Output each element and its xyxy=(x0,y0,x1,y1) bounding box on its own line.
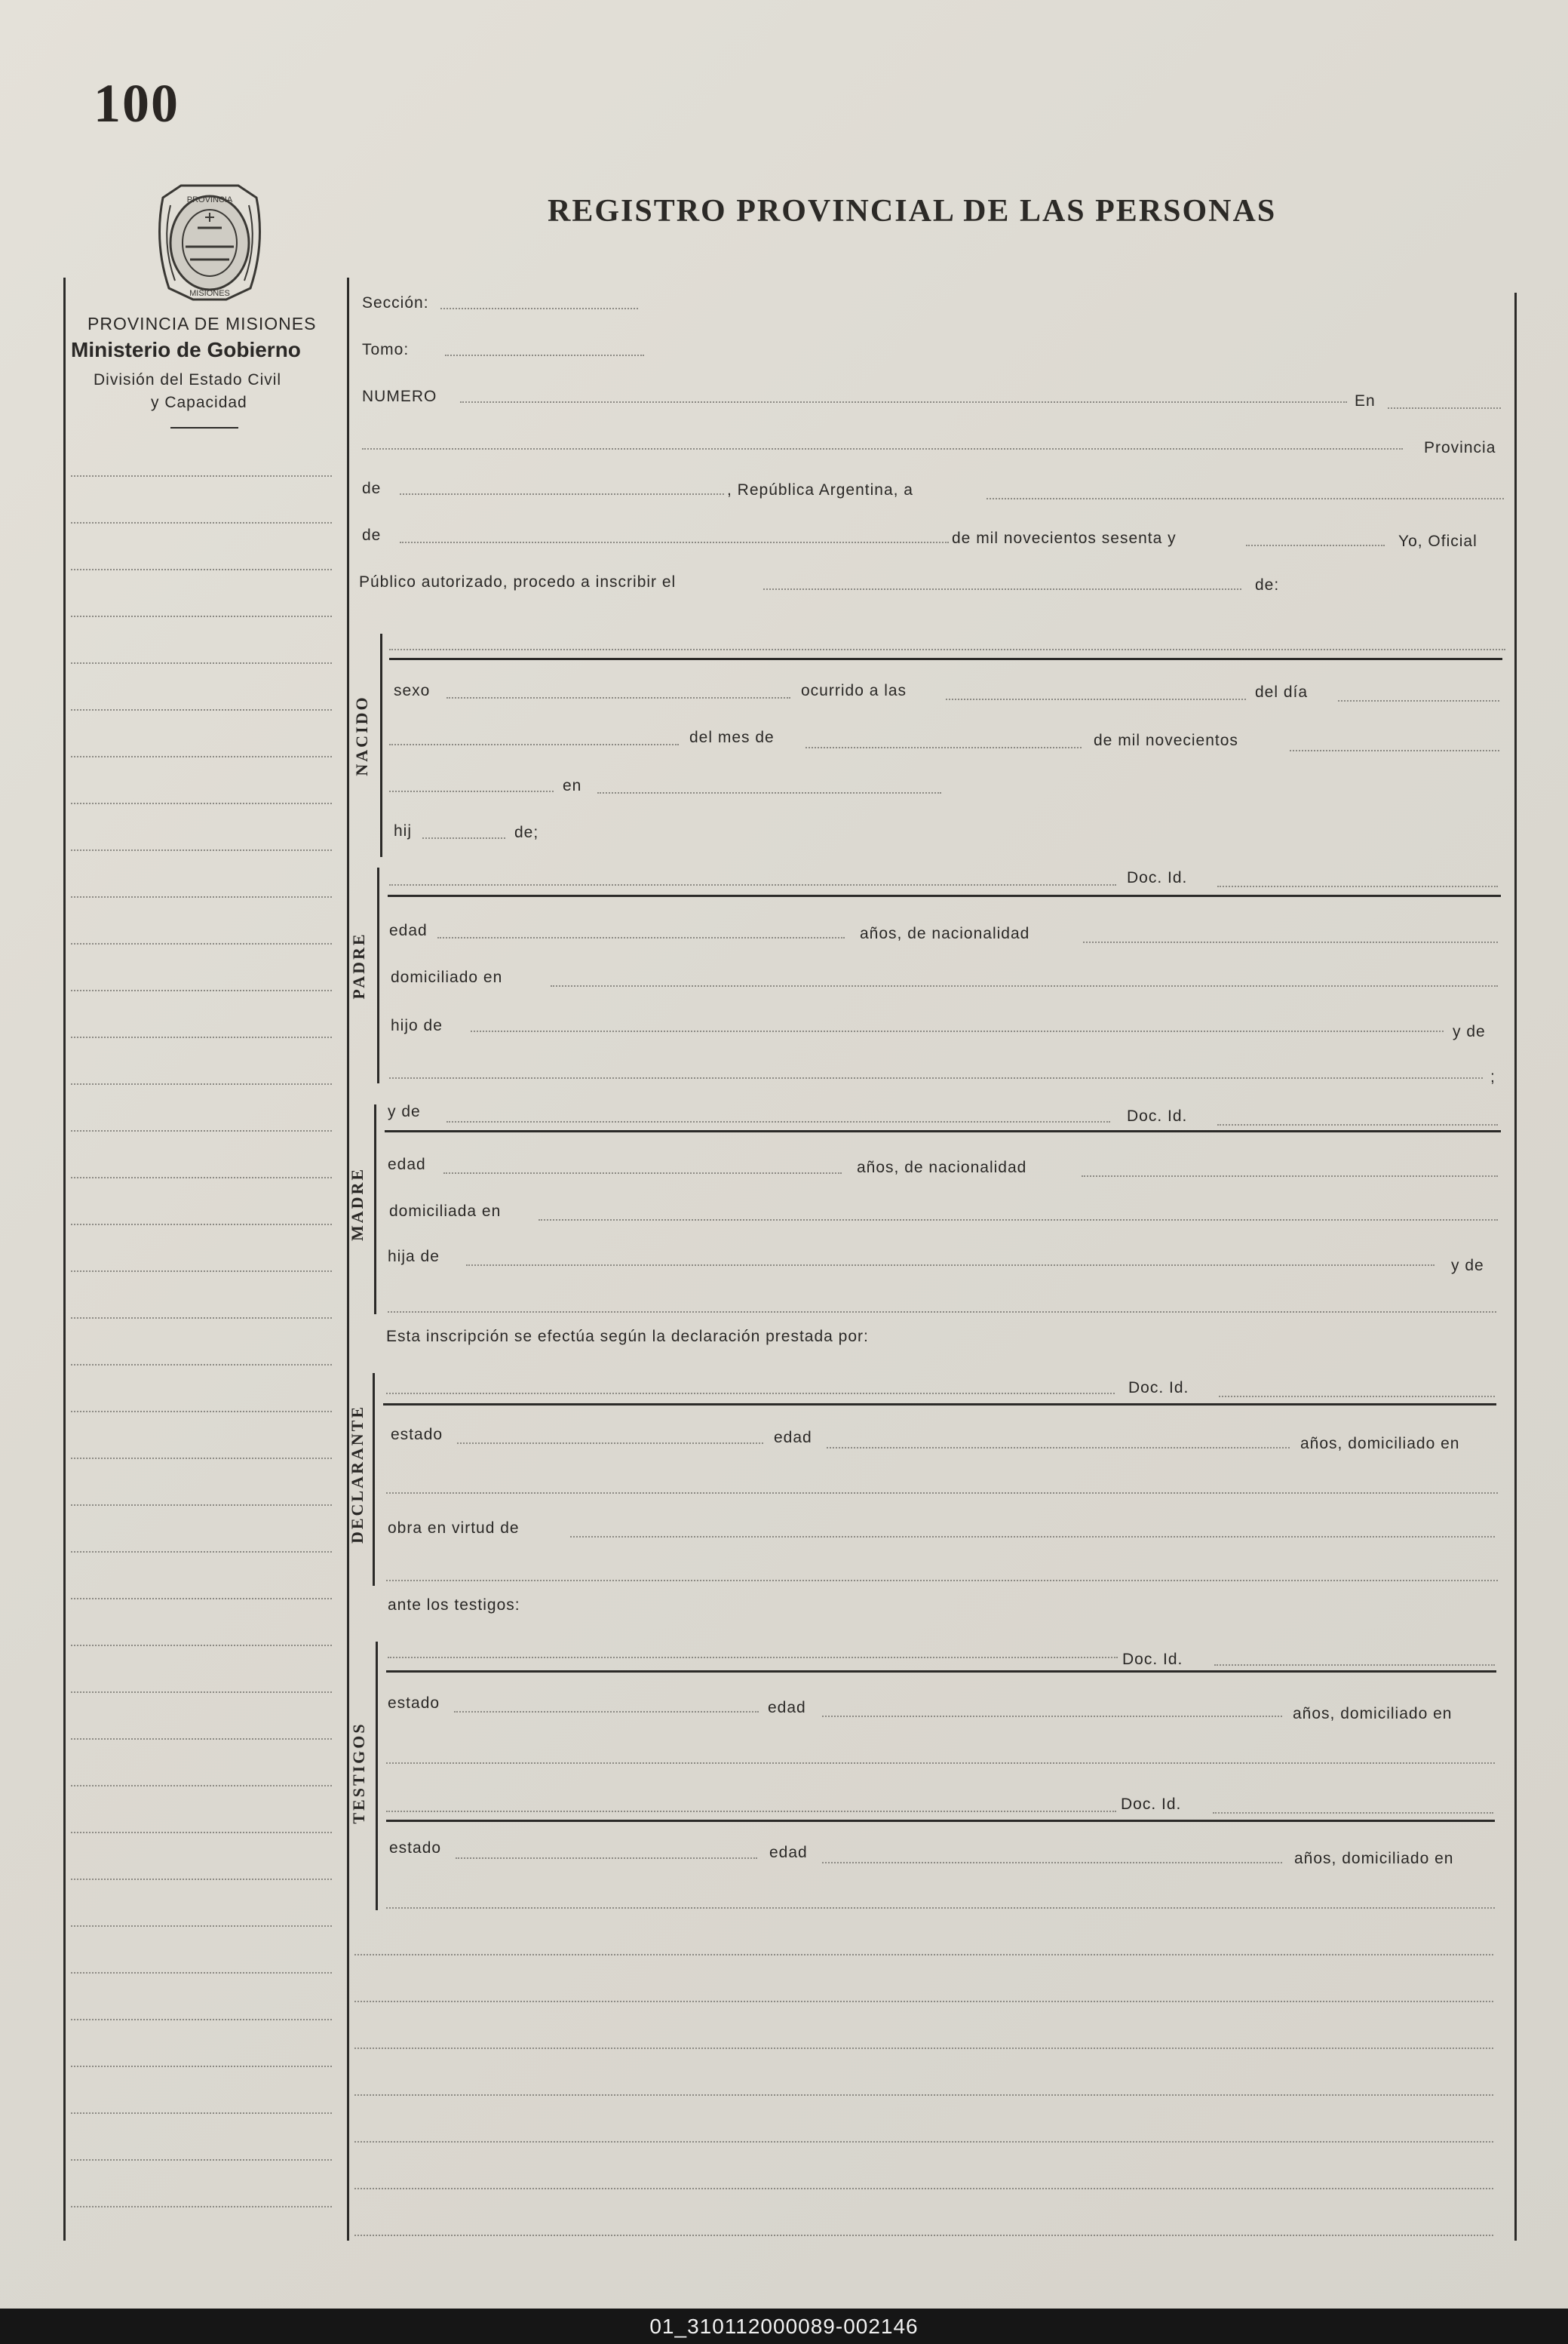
madre-anos-label: años, de nacionalidad xyxy=(857,1159,1027,1176)
testigo2-doc-field[interactable] xyxy=(1213,1812,1493,1814)
left-column-line[interactable] xyxy=(71,1270,332,1272)
padre-domicilio-label: domiciliado en xyxy=(391,969,503,986)
testigo2-name-field[interactable] xyxy=(386,1811,1116,1812)
left-column-line[interactable] xyxy=(71,662,332,664)
nac-ano-cont-field[interactable] xyxy=(389,791,554,792)
left-column-line[interactable] xyxy=(71,1364,332,1366)
madre-hija-de-field[interactable] xyxy=(466,1264,1435,1266)
testigo2-anos-label: años, domiciliado en xyxy=(1294,1850,1454,1867)
nac-en-label: en xyxy=(563,777,582,794)
testigo2-estado-label: estado xyxy=(389,1839,442,1857)
de-field-2[interactable] xyxy=(400,542,949,543)
left-column-line[interactable] xyxy=(71,896,332,898)
issuer-ministry: Ministerio de Gobierno xyxy=(71,338,301,361)
nacido-section-label: NACIDO xyxy=(352,695,371,776)
tomo-label: Tomo: xyxy=(362,341,410,358)
observaciones-line[interactable] xyxy=(354,2235,1493,2236)
padre-hijo-de-label: hijo de xyxy=(391,1017,443,1034)
padre-rule xyxy=(388,895,1501,897)
left-margin-line xyxy=(63,278,66,2241)
madre-domicilio-field[interactable] xyxy=(539,1219,1498,1221)
padre-anos-label: años, de nacionalidad xyxy=(860,925,1030,942)
madre-nacionalidad-field[interactable] xyxy=(1082,1175,1498,1177)
left-column-line[interactable] xyxy=(71,1598,332,1599)
testigo1-name-field[interactable] xyxy=(388,1657,1118,1658)
inscribir-field[interactable] xyxy=(763,588,1241,590)
testigo1-domicilio-field[interactable] xyxy=(386,1762,1495,1764)
ante-testigos-label: ante los testigos: xyxy=(388,1596,520,1614)
padre-edad-label: edad xyxy=(389,922,428,939)
padre-section-label: PADRE xyxy=(349,932,368,1000)
testigo2-edad-field[interactable] xyxy=(822,1862,1282,1863)
madre-section-label: MADRE xyxy=(348,1166,367,1242)
declarante-edad-field[interactable] xyxy=(827,1447,1290,1448)
declarante-rule xyxy=(383,1403,1496,1405)
de-mil-label: de mil novecientos xyxy=(1094,732,1238,749)
left-column-line[interactable] xyxy=(71,1645,332,1646)
madre-doc-label: Doc. Id. xyxy=(1127,1107,1188,1125)
testigo1-edad-label: edad xyxy=(768,1699,806,1716)
en-field[interactable] xyxy=(1388,407,1501,409)
numero-field[interactable] xyxy=(460,401,1347,403)
left-column-line[interactable] xyxy=(71,1738,332,1740)
tomo-field[interactable] xyxy=(445,355,644,356)
de-label-2: de xyxy=(362,527,382,544)
left-column-line[interactable] xyxy=(71,2206,332,2207)
declarante-obra-cont-field[interactable] xyxy=(386,1580,1498,1581)
testigo1-anos-label: años, domiciliado en xyxy=(1293,1705,1453,1722)
fecha-field[interactable] xyxy=(987,498,1504,499)
left-column-line[interactable] xyxy=(71,803,332,804)
left-column-line[interactable] xyxy=(71,849,332,851)
provincia-label: Provincia xyxy=(1424,439,1496,456)
left-column-line[interactable] xyxy=(71,709,332,711)
del-mes-label: del mes de xyxy=(689,729,775,746)
padre-madre-field[interactable] xyxy=(389,1077,1483,1079)
testigo1-rule xyxy=(386,1670,1496,1673)
observaciones-line[interactable] xyxy=(354,2001,1493,2002)
mes-field[interactable] xyxy=(805,747,1082,748)
form-title: REGISTRO PROVINCIAL DE LAS PERSONAS xyxy=(548,194,1277,229)
padre-nacionalidad-field[interactable] xyxy=(1083,942,1498,943)
republica-label: , República Argentina, a xyxy=(727,481,913,499)
testigo2-rule xyxy=(386,1820,1495,1822)
nac-ano-field[interactable] xyxy=(1290,750,1499,751)
left-column-line[interactable] xyxy=(71,569,332,570)
sexo-label: sexo xyxy=(394,682,431,699)
left-column-line[interactable] xyxy=(71,1925,332,1927)
declarante-edad-label: edad xyxy=(774,1429,812,1446)
left-column-line[interactable] xyxy=(71,1832,332,1833)
madre-rule xyxy=(385,1130,1501,1132)
declarante-name-field[interactable] xyxy=(386,1393,1115,1394)
madre-domicilio-label: domiciliada en xyxy=(389,1203,502,1220)
dia-field[interactable] xyxy=(1338,700,1499,702)
left-column-line[interactable] xyxy=(71,1785,332,1786)
left-column-line[interactable] xyxy=(71,1879,332,1880)
testigo2-edad-label: edad xyxy=(769,1844,808,1861)
observaciones-line[interactable] xyxy=(354,1954,1493,1955)
declarante-section-label: DECLARANTE xyxy=(348,1404,367,1544)
left-column-line[interactable] xyxy=(71,2112,332,2114)
left-column-line[interactable] xyxy=(71,1551,332,1553)
de-colon-label: de: xyxy=(1255,576,1280,594)
left-column-line[interactable] xyxy=(71,1130,332,1132)
left-column-line[interactable] xyxy=(71,1037,332,1038)
madre-hija-de-label: hija de xyxy=(388,1248,440,1265)
emblem-top-text: PROVINCIA xyxy=(186,195,233,204)
nacido-rule xyxy=(389,658,1502,660)
observaciones-line[interactable] xyxy=(354,2141,1493,2143)
left-column-line[interactable] xyxy=(71,1083,332,1085)
left-column-line[interactable] xyxy=(71,943,332,945)
issuer-rule xyxy=(170,427,238,429)
madre-edad-label: edad xyxy=(388,1156,426,1173)
left-column-line[interactable] xyxy=(71,1504,332,1506)
provincia-field[interactable] xyxy=(362,448,1403,450)
page-number: 100 xyxy=(94,73,180,134)
declaracion-intro: Esta inscripción se efectúa según la declaración prestada por: xyxy=(386,1328,869,1345)
declarante-estado-label: estado xyxy=(391,1426,443,1443)
left-column-line[interactable] xyxy=(71,1177,332,1178)
observaciones-line[interactable] xyxy=(354,2188,1493,2189)
madre-y-de-2-label: y de xyxy=(1451,1257,1484,1274)
issuer-capacity: y Capacidad xyxy=(151,394,247,411)
padre-edad-field[interactable] xyxy=(437,937,845,939)
declarante-obra-label: obra en virtud de xyxy=(388,1519,520,1537)
left-column-line[interactable] xyxy=(71,990,332,991)
left-column-line[interactable] xyxy=(71,1317,332,1319)
hora-field-line[interactable] xyxy=(946,699,1246,700)
testigo2-estado-field[interactable] xyxy=(456,1857,757,1859)
madre-padres-field[interactable] xyxy=(388,1311,1496,1313)
declarante-doc-field[interactable] xyxy=(1219,1396,1495,1397)
numero-label: NUMERO xyxy=(362,388,437,405)
padre-doc-label: Doc. Id. xyxy=(1127,869,1188,886)
nacido-bracket xyxy=(380,634,382,857)
ocurrido-label: ocurrido a las xyxy=(801,682,907,699)
padre-domicilio-field[interactable] xyxy=(551,985,1498,987)
right-border-line xyxy=(1514,293,1517,2241)
de-field-1[interactable] xyxy=(400,493,724,495)
testigo1-estado-label: estado xyxy=(388,1694,440,1712)
declarante-anos-label: años, domiciliado en xyxy=(1300,1435,1460,1452)
del-dia-label: del día xyxy=(1255,684,1309,701)
issuer-division: División del Estado Civil xyxy=(94,371,282,389)
padre-hijo-de-field[interactable] xyxy=(471,1031,1444,1032)
dia-cont-field[interactable] xyxy=(389,744,679,745)
left-column-line[interactable] xyxy=(71,1458,332,1459)
madre-bracket xyxy=(374,1104,376,1314)
testigo1-estado-field[interactable] xyxy=(454,1711,759,1713)
testigo2-domicilio-field[interactable] xyxy=(386,1907,1495,1909)
publico-label: Público autorizado, procedo a inscribir el xyxy=(359,573,677,591)
left-column-line[interactable] xyxy=(71,1972,332,1974)
testigo1-edad-field[interactable] xyxy=(822,1716,1282,1717)
padre-name-field[interactable] xyxy=(389,884,1116,886)
testigo2-doc-label: Doc. Id. xyxy=(1121,1796,1182,1813)
de-label-1: de xyxy=(362,480,382,497)
sexo-field[interactable] xyxy=(446,697,790,699)
hij-label: hij xyxy=(394,822,413,840)
observaciones-line[interactable] xyxy=(354,2094,1493,2096)
testigos-bracket xyxy=(376,1642,378,1910)
observaciones-line[interactable] xyxy=(354,2048,1493,2049)
seccion-field[interactable] xyxy=(440,308,638,309)
ano-field[interactable] xyxy=(1246,545,1385,546)
column-divider-line xyxy=(347,278,349,2241)
left-column-line[interactable] xyxy=(71,756,332,757)
madre-edad-field[interactable] xyxy=(443,1172,842,1174)
declarante-obra-field[interactable] xyxy=(570,1536,1495,1538)
seccion-label: Sección: xyxy=(362,294,429,312)
nacido-name-field[interactable] xyxy=(389,649,1505,650)
left-column-line[interactable] xyxy=(71,1224,332,1225)
left-column-line[interactable] xyxy=(71,522,332,524)
hij-suffix-field[interactable] xyxy=(422,837,505,839)
image-caption: 01_310112000089-002146 xyxy=(0,2309,1568,2344)
padre-semicolon: ; xyxy=(1490,1068,1496,1086)
provincial-emblem xyxy=(148,175,272,303)
declarante-domicilio-field[interactable] xyxy=(386,1492,1498,1494)
madre-doc-field[interactable] xyxy=(1217,1124,1498,1126)
madre-name-field[interactable] xyxy=(446,1121,1110,1123)
left-column-line[interactable] xyxy=(71,2019,332,2020)
emblem-bottom-text: MISIONES xyxy=(189,289,230,298)
padre-doc-field[interactable] xyxy=(1217,886,1498,887)
declarante-estado-field[interactable] xyxy=(457,1442,763,1444)
testigo1-doc-field[interactable] xyxy=(1214,1664,1495,1666)
left-column-line[interactable] xyxy=(71,2066,332,2067)
left-column-line[interactable] xyxy=(71,1411,332,1412)
en-label: En xyxy=(1355,392,1376,410)
madre-y-de-label: y de xyxy=(388,1103,421,1120)
padre-y-de-label: y de xyxy=(1453,1023,1486,1040)
yo-oficial-label: Yo, Oficial xyxy=(1398,533,1477,550)
issuer-province: PROVINCIA DE MISIONES xyxy=(87,314,317,333)
testigos-section-label: TESTIGOS xyxy=(349,1722,368,1824)
declarante-bracket xyxy=(373,1373,375,1586)
declarante-doc-label: Doc. Id. xyxy=(1128,1379,1189,1396)
de-semi-label: de; xyxy=(514,824,539,841)
testigo1-doc-label: Doc. Id. xyxy=(1122,1651,1183,1668)
left-column-line[interactable] xyxy=(71,475,332,477)
left-column-line[interactable] xyxy=(71,2159,332,2161)
left-column-line[interactable] xyxy=(71,1691,332,1693)
mil-sesenta-label: de mil novecientos sesenta y xyxy=(952,530,1177,547)
left-column-line[interactable] xyxy=(71,616,332,617)
lugar-field[interactable] xyxy=(597,792,941,794)
padre-bracket xyxy=(377,868,379,1083)
